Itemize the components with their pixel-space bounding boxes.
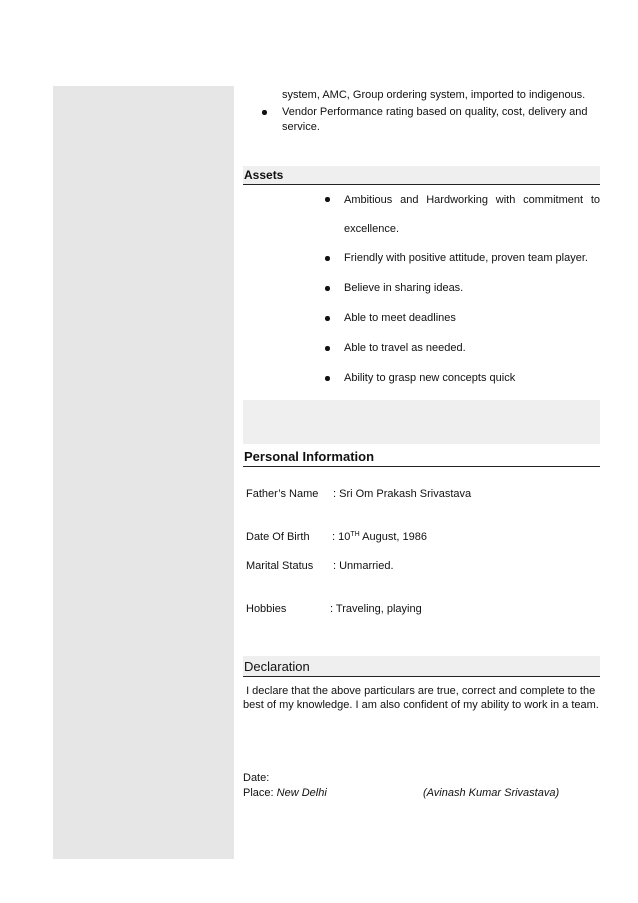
bullet-icon [325,286,330,291]
hobbies-label: Hobbies [246,603,287,615]
responsibility-continuation-text: system, AMC, Group ordering system, imported to indigenous. [282,89,586,101]
bullet-icon [325,197,330,202]
hobbies-value: : Traveling, playing [330,603,422,615]
bullet-icon [325,376,330,381]
declaration-text-line2: best of my knowledge. I am also confident of my ability to work in a team. [243,699,599,711]
place-line: Place: New Delhi [243,787,327,799]
asset-item-5: Able to travel as needed. [344,342,466,354]
place-value: New Delhi [276,787,327,799]
marital-status-label: Marital Status [246,560,314,572]
declaration-text-line1: I declare that the above particulars are true, correct and complete to the [246,685,596,697]
bullet-icon [325,316,330,321]
assets-section-header [243,166,600,185]
vendor-rating-text-line1: Vendor Performance rating based on quality, cost, delivery and [282,106,588,118]
asset-item-3: Believe in sharing ideas. [344,282,464,294]
asset-item-1-line1: Ambitious and Hardworking with commitment to [344,194,600,206]
asset-item-2: Friendly with positive attitude, proven team player. [344,252,588,264]
declaration-heading: Declaration [244,659,310,674]
bullet-icon [262,110,267,115]
asset-item-1-line2: excellence. [344,223,400,235]
date-label: Date: [243,772,270,784]
signature-name: (Avinash Kumar Srivastava) [423,787,560,799]
declaration-section-header [243,656,600,677]
personal-info-heading: Personal Information [244,449,375,464]
bullet-icon [325,346,330,351]
spacer-block [243,400,600,448]
personal-info-section-header [243,444,600,467]
assets-heading: Assets [244,168,284,182]
fathers-name-label: Father’s Name [246,488,319,500]
asset-item-6: Ability to grasp new concepts quick [344,372,516,384]
dob-label: Date Of Birth [246,531,310,543]
left-sidebar-panel [53,86,234,859]
asset-item-4: Able to meet deadlines [344,312,456,324]
dob-value: : 10TH August, 1986 [332,531,427,543]
bullet-icon [325,256,330,261]
fathers-name-value: : Sri Om Prakash Srivastava [333,488,472,500]
marital-status-value: : Unmarried. [333,560,394,572]
vendor-rating-text-line2: service. [282,121,320,133]
